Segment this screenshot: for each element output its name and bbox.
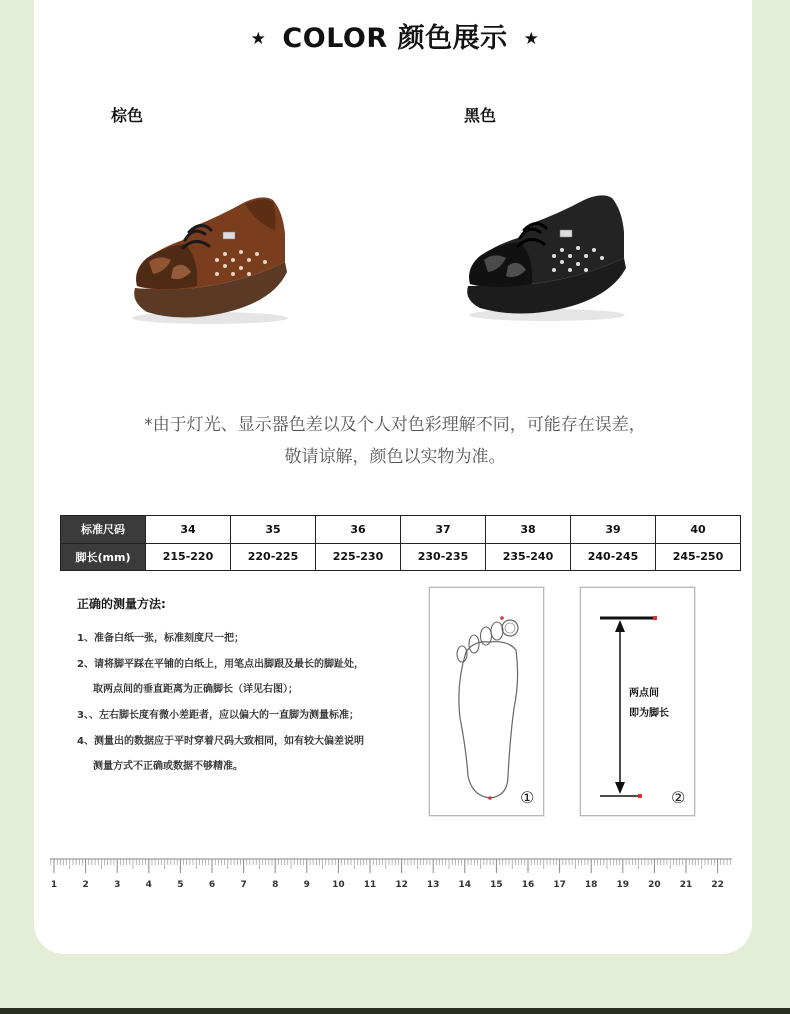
ruler-label: 10 [332,880,345,890]
size-row [61,516,741,544]
measurement-figure [580,587,695,816]
figure-2-number: ② [671,788,686,807]
brown-shoe-image [125,190,295,330]
ruler-label: 2 [82,880,89,890]
ruler-label: 1 [50,880,58,890]
method-step: 测量方式不正确或数据不够精准。 [93,761,243,772]
ruler-label: 5 [177,880,184,890]
size-cell: 34 [146,516,231,544]
ruler-label: 3 [114,880,121,890]
length-row-header: 脚长(mm) [61,543,146,571]
size-cell: 36 [316,516,401,544]
color-label-black: 黑色 [464,106,497,125]
size-row-header: 标准尺码 [61,516,146,544]
ruler-label: 9 [303,880,310,890]
footprint-icon [430,588,543,815]
ruler-label: 7 [240,880,247,890]
ruler-label: 8 [272,880,279,890]
ruler-label: 21 [679,880,693,890]
star-icon: ★ [523,29,540,49]
size-cell: 38 [486,516,571,544]
length-cell: 225-230 [316,543,401,571]
ruler-label: 12 [395,880,408,890]
ruler-labels [51,880,724,890]
ruler-ticks [51,859,730,873]
size-cell: 40 [656,516,741,544]
method-step: 取两点间的垂直距离为正确脚长（详见右图）； [93,684,298,695]
ruler-label: 17 [553,880,566,890]
ruler-label: 18 [584,880,598,890]
footprint-figure [429,587,544,816]
disclaimer-line-1: *由于灯光、显示器色差以及个人对色彩理解不同，可能存在误差， [144,415,646,435]
figure-1-number: ① [520,788,535,807]
page-title-text: COLOR 颜色展示 [282,23,508,54]
ruler-label: 16 [521,880,535,890]
bottom-border [0,1008,790,1014]
ruler-label: 11 [363,880,377,890]
two-point-label [629,684,669,724]
method-step: 2、请将脚平踩在平铺的白纸上，用笔点出脚跟及最长的脚趾处， [77,659,364,670]
ruler-label: 13 [426,880,440,890]
ruler-label: 19 [616,880,630,890]
disclaimer-line-2: 敬请谅解，颜色以实物为准。 [284,447,506,467]
method-title: 正确的测量方法: [77,597,166,611]
two-point-line-1: 两点间 [629,688,659,699]
length-cell: 245-250 [656,543,741,571]
length-cell: 230-235 [401,543,486,571]
ruler-label: 20 [648,880,661,890]
ruler [48,855,738,895]
page-title [0,16,790,55]
black-shoe-image [462,190,632,330]
method-step: 3、、左右脚长度有微小差距者，应以偏大的一直脚为测量标准； [77,710,359,721]
length-cell: 215-220 [146,543,231,571]
length-cell: 240-245 [571,543,656,571]
size-cell: 35 [231,516,316,544]
ruler-label: 22 [711,880,724,890]
ruler-label: 4 [145,880,152,890]
two-point-line-2: 即为脚长 [629,708,669,719]
method-step: 1、准备白纸一张，标准刻度尺一把； [77,633,244,644]
length-cell: 220-225 [231,543,316,571]
size-table [60,515,741,571]
ruler-label: 6 [208,880,216,890]
method-step: 4、测量出的数据应于平时穿着尺码大致相同，如有较大偏差说明 [77,736,364,747]
size-cell: 37 [401,516,486,544]
length-cell: 235-240 [486,543,571,571]
color-label-brown: 棕色 [111,106,144,125]
length-row [61,543,741,571]
star-icon: ★ [250,29,267,49]
ruler-label: 14 [458,880,472,890]
size-cell: 39 [571,516,656,544]
ruler-label: 15 [490,880,503,890]
